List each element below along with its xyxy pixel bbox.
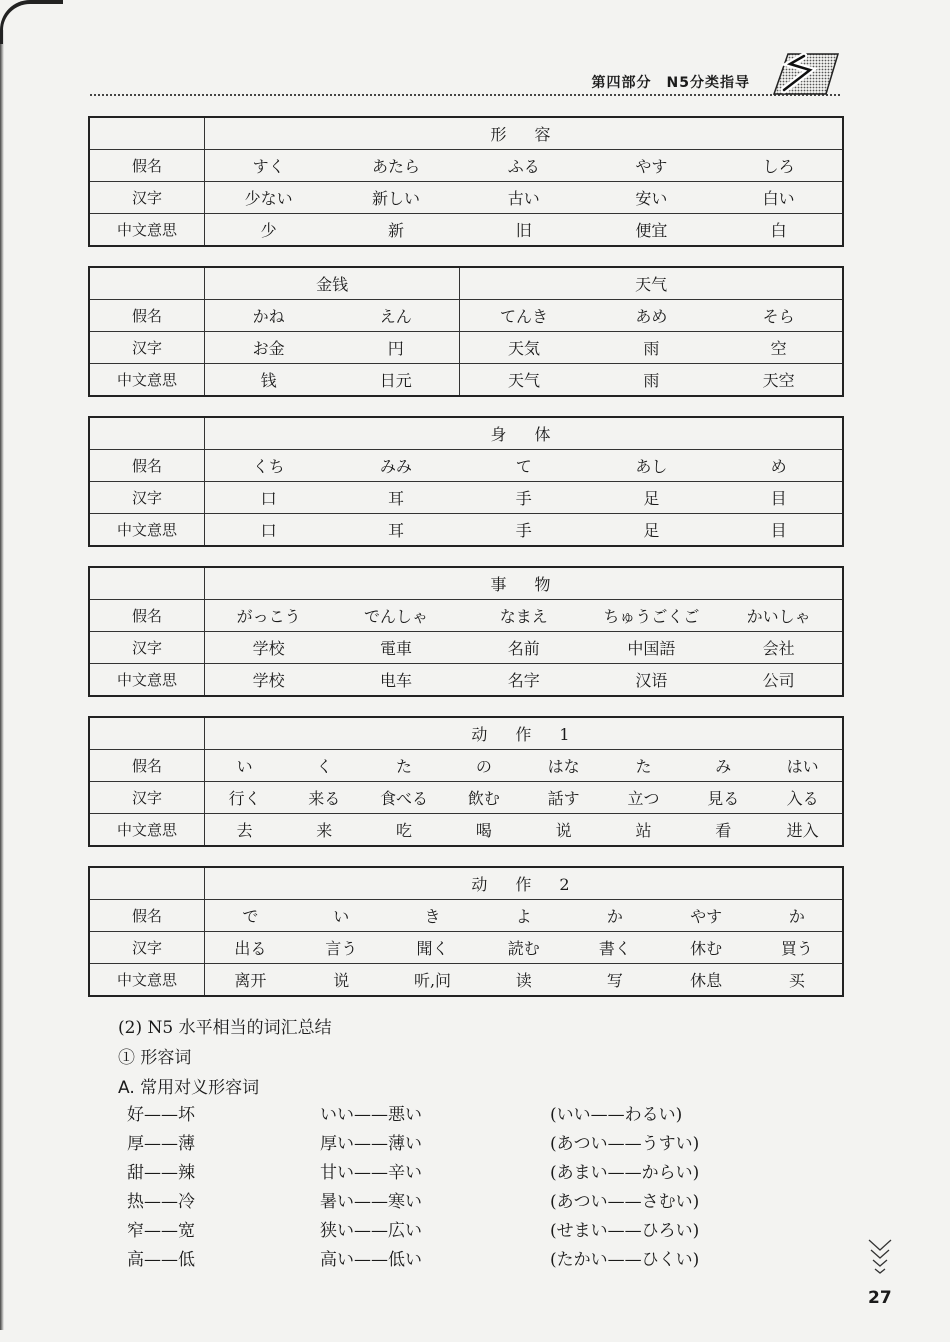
table-corner-cell	[89, 567, 205, 600]
row-label: 假名	[89, 900, 205, 932]
table-cell: い	[205, 750, 285, 782]
table-cell: はな	[524, 750, 604, 782]
vocab-table-money-weather	[88, 266, 844, 397]
table-cell: 吃	[364, 814, 444, 847]
table-cell: 休む	[661, 932, 752, 964]
row-label: 假名	[89, 450, 205, 482]
table-row	[89, 332, 843, 364]
table-header-row	[89, 567, 843, 600]
table-cell: そら	[715, 300, 843, 332]
table-cell: 学校	[205, 664, 333, 697]
table-cell: 公司	[715, 664, 843, 697]
table-cell: ふる	[460, 150, 588, 182]
table-title: 身 体	[205, 417, 844, 450]
row-label: 中文意思	[89, 364, 205, 397]
vocab-table-actions-2	[88, 866, 844, 997]
table-cell: くち	[205, 450, 333, 482]
table-cell: て	[460, 450, 588, 482]
table-cell: で	[205, 900, 296, 932]
table-cell: みみ	[332, 450, 460, 482]
table-cell: 雨	[588, 332, 716, 364]
table-cell: み	[683, 750, 763, 782]
table-header-row	[89, 867, 843, 900]
list-item	[127, 1100, 767, 1129]
table-cell: 足	[588, 482, 716, 514]
row-label: 假名	[89, 300, 205, 332]
table-cell: 円	[332, 332, 460, 364]
pair-chinese: 厚——薄	[127, 1134, 195, 1154]
table-cell: 天气	[460, 364, 588, 397]
header-dotted-rule	[90, 94, 840, 96]
table-title: 动 作 2	[205, 867, 844, 900]
table-cell: がっこう	[205, 600, 333, 632]
table-cell: 名字	[460, 664, 588, 697]
table-cell: 足	[588, 514, 716, 547]
table-corner-cell	[89, 117, 205, 150]
chevron-down-icon	[866, 1238, 894, 1286]
table-cell: 聞く	[387, 932, 478, 964]
table-cell: た	[364, 750, 444, 782]
table-cell: 目	[715, 482, 843, 514]
pair-japanese: 厚い——薄い	[320, 1134, 422, 1154]
table-cell: 目	[715, 514, 843, 547]
table-row	[89, 364, 843, 397]
table-cell: 白	[715, 214, 843, 247]
table-cell: 看	[683, 814, 763, 847]
table-cell: 新	[332, 214, 460, 247]
table-row	[89, 300, 843, 332]
table-cell: お金	[205, 332, 333, 364]
table-cell: 读	[478, 964, 569, 997]
table-cell: てんき	[460, 300, 588, 332]
vocab-table-things	[88, 566, 844, 697]
pair-reading: (いい——わるい)	[550, 1105, 683, 1125]
table-cell: でんしゃ	[332, 600, 460, 632]
table-corner-cell	[89, 267, 205, 300]
row-label: 汉字	[89, 182, 205, 214]
table-cell: はい	[763, 750, 843, 782]
table-cell: 听,问	[387, 964, 478, 997]
table-cell: 说	[296, 964, 387, 997]
table-cell: 書く	[569, 932, 660, 964]
row-label: 中文意思	[89, 514, 205, 547]
table-cell: 言う	[296, 932, 387, 964]
table-cell: 少	[205, 214, 333, 247]
chapter-logo-icon	[770, 50, 840, 96]
row-label: 汉字	[89, 482, 205, 514]
table-cell: あめ	[588, 300, 716, 332]
table-row	[89, 632, 843, 664]
table-cell: め	[715, 450, 843, 482]
table-cell: 来	[284, 814, 364, 847]
table-row	[89, 750, 843, 782]
table-cell: 新しい	[332, 182, 460, 214]
list-item	[127, 1245, 767, 1274]
pair-chinese: 窄——宽	[127, 1221, 195, 1241]
table-cell: 日元	[332, 364, 460, 397]
table-row	[89, 482, 843, 514]
table-cell: 入る	[763, 782, 843, 814]
table-cell: やす	[588, 150, 716, 182]
row-label: 汉字	[89, 332, 205, 364]
table-cell: かいしゃ	[715, 600, 843, 632]
antonym-pairs-list	[127, 1100, 767, 1274]
table-cell: 飲む	[444, 782, 524, 814]
table-cell: 喝	[444, 814, 524, 847]
table-cell: ちゅうごくご	[588, 600, 716, 632]
table-row	[89, 964, 843, 997]
table-cell: 手	[460, 482, 588, 514]
table-cell: 少ない	[205, 182, 333, 214]
table-corner-cell	[89, 867, 205, 900]
pair-reading: (せまい——ひろい)	[550, 1221, 700, 1241]
pair-chinese: 甜——辣	[127, 1163, 195, 1183]
table-cell: 買う	[752, 932, 843, 964]
table-cell: 安い	[588, 182, 716, 214]
pair-japanese: 狭い——広い	[320, 1221, 422, 1241]
table-title: 动 作 1	[205, 717, 844, 750]
row-label: 中文意思	[89, 964, 205, 997]
pair-reading: (あまい——からい)	[550, 1163, 700, 1183]
table-cell: 钱	[205, 364, 333, 397]
table-row	[89, 514, 843, 547]
vocab-table-body	[88, 416, 844, 547]
table-cell: 立つ	[604, 782, 684, 814]
table-cell: か	[569, 900, 660, 932]
table-header-row	[89, 267, 843, 300]
table-cell: 学校	[205, 632, 333, 664]
row-label: 假名	[89, 600, 205, 632]
page-corner-mark	[0, 0, 63, 44]
pair-japanese: 甘い——辛い	[320, 1163, 422, 1183]
table-cell: 空	[715, 332, 843, 364]
table-cell: 进入	[763, 814, 843, 847]
row-label: 汉字	[89, 782, 205, 814]
table-cell: かね	[205, 300, 333, 332]
table-row	[89, 150, 843, 182]
pair-japanese: 高い——低い	[320, 1250, 422, 1270]
page-header	[90, 58, 840, 98]
list-item	[127, 1187, 767, 1216]
table-title-money: 金钱	[205, 267, 460, 300]
subtitle-heading: A. 常用对义形容词	[118, 1078, 260, 1098]
table-cell: 古い	[460, 182, 588, 214]
table-row	[89, 182, 843, 214]
table-cell: 名前	[460, 632, 588, 664]
table-row	[89, 932, 843, 964]
table-row	[89, 900, 843, 932]
table-row	[89, 814, 843, 847]
table-title-weather: 天气	[460, 267, 843, 300]
table-cell: あし	[588, 450, 716, 482]
table-header-row	[89, 417, 843, 450]
page-number: 27	[868, 1288, 892, 1308]
table-cell: 便宜	[588, 214, 716, 247]
table-cell: 話す	[524, 782, 604, 814]
table-cell: すく	[205, 150, 333, 182]
pair-reading: (あつい——うすい)	[550, 1134, 700, 1154]
table-cell: 旧	[460, 214, 588, 247]
table-cell: やす	[661, 900, 752, 932]
table-cell: 手	[460, 514, 588, 547]
table-cell: 去	[205, 814, 285, 847]
table-cell: 耳	[332, 514, 460, 547]
list-item	[127, 1129, 767, 1158]
table-cell: く	[284, 750, 364, 782]
vocab-table-actions-1	[88, 716, 844, 847]
row-label: 汉字	[89, 932, 205, 964]
table-row	[89, 600, 843, 632]
row-label: 中文意思	[89, 664, 205, 697]
table-cell: えん	[332, 300, 460, 332]
pair-chinese: 好——坏	[127, 1105, 195, 1125]
table-cell: 口	[205, 482, 333, 514]
table-title: 形 容	[205, 117, 844, 150]
table-cell: よ	[478, 900, 569, 932]
table-cell: 見る	[683, 782, 763, 814]
table-cell: 雨	[588, 364, 716, 397]
table-cell: 食べる	[364, 782, 444, 814]
row-label: 中文意思	[89, 214, 205, 247]
table-cell: しろ	[715, 150, 843, 182]
table-title: 事 物	[205, 567, 844, 600]
pair-japanese: いい——悪い	[320, 1105, 422, 1125]
table-cell: 読む	[478, 932, 569, 964]
table-cell: 离开	[205, 964, 296, 997]
table-cell: た	[604, 750, 684, 782]
table-cell: 汉语	[588, 664, 716, 697]
pair-reading: (たかい——ひくい)	[550, 1250, 700, 1270]
table-header-row	[89, 117, 843, 150]
row-label: 汉字	[89, 632, 205, 664]
table-cell: 写	[569, 964, 660, 997]
table-cell: 电车	[332, 664, 460, 697]
table-cell: 白い	[715, 182, 843, 214]
table-corner-cell	[89, 717, 205, 750]
table-cell: 会社	[715, 632, 843, 664]
pair-japanese: 暑い——寒い	[320, 1192, 422, 1212]
table-cell: の	[444, 750, 524, 782]
vocab-notes	[118, 1013, 818, 1103]
vocab-table-adjectives	[88, 116, 844, 247]
table-row	[89, 450, 843, 482]
table-corner-cell	[89, 417, 205, 450]
row-label: 中文意思	[89, 814, 205, 847]
table-row	[89, 782, 843, 814]
table-cell: 電車	[332, 632, 460, 664]
section-heading: (2) N5 水平相当的词汇总结	[118, 1018, 332, 1038]
table-cell: なまえ	[460, 600, 588, 632]
table-cell: 说	[524, 814, 604, 847]
pair-chinese: 高——低	[127, 1250, 195, 1270]
table-header-row	[89, 717, 843, 750]
header-title: 第四部分 N5分类指导	[591, 75, 750, 91]
row-label: 假名	[89, 750, 205, 782]
subsection-heading: ① 形容词	[118, 1048, 192, 1068]
table-cell: 行く	[205, 782, 285, 814]
table-cell: 买	[752, 964, 843, 997]
table-cell: い	[296, 900, 387, 932]
list-item	[127, 1158, 767, 1187]
table-cell: か	[752, 900, 843, 932]
row-label: 假名	[89, 150, 205, 182]
table-cell: 中国語	[588, 632, 716, 664]
table-cell: 耳	[332, 482, 460, 514]
list-item	[127, 1216, 767, 1245]
table-cell: 休息	[661, 964, 752, 997]
table-cell: 口	[205, 514, 333, 547]
table-cell: 天気	[460, 332, 588, 364]
table-cell: 站	[604, 814, 684, 847]
table-cell: 出る	[205, 932, 296, 964]
pair-chinese: 热——冷	[127, 1192, 195, 1212]
table-row	[89, 664, 843, 697]
page-binding-shadow	[0, 30, 4, 1330]
table-cell: あたら	[332, 150, 460, 182]
table-row	[89, 214, 843, 247]
table-cell: 来る	[284, 782, 364, 814]
table-cell: 天空	[715, 364, 843, 397]
pair-reading: (あつい——さむい)	[550, 1192, 700, 1212]
table-cell: き	[387, 900, 478, 932]
